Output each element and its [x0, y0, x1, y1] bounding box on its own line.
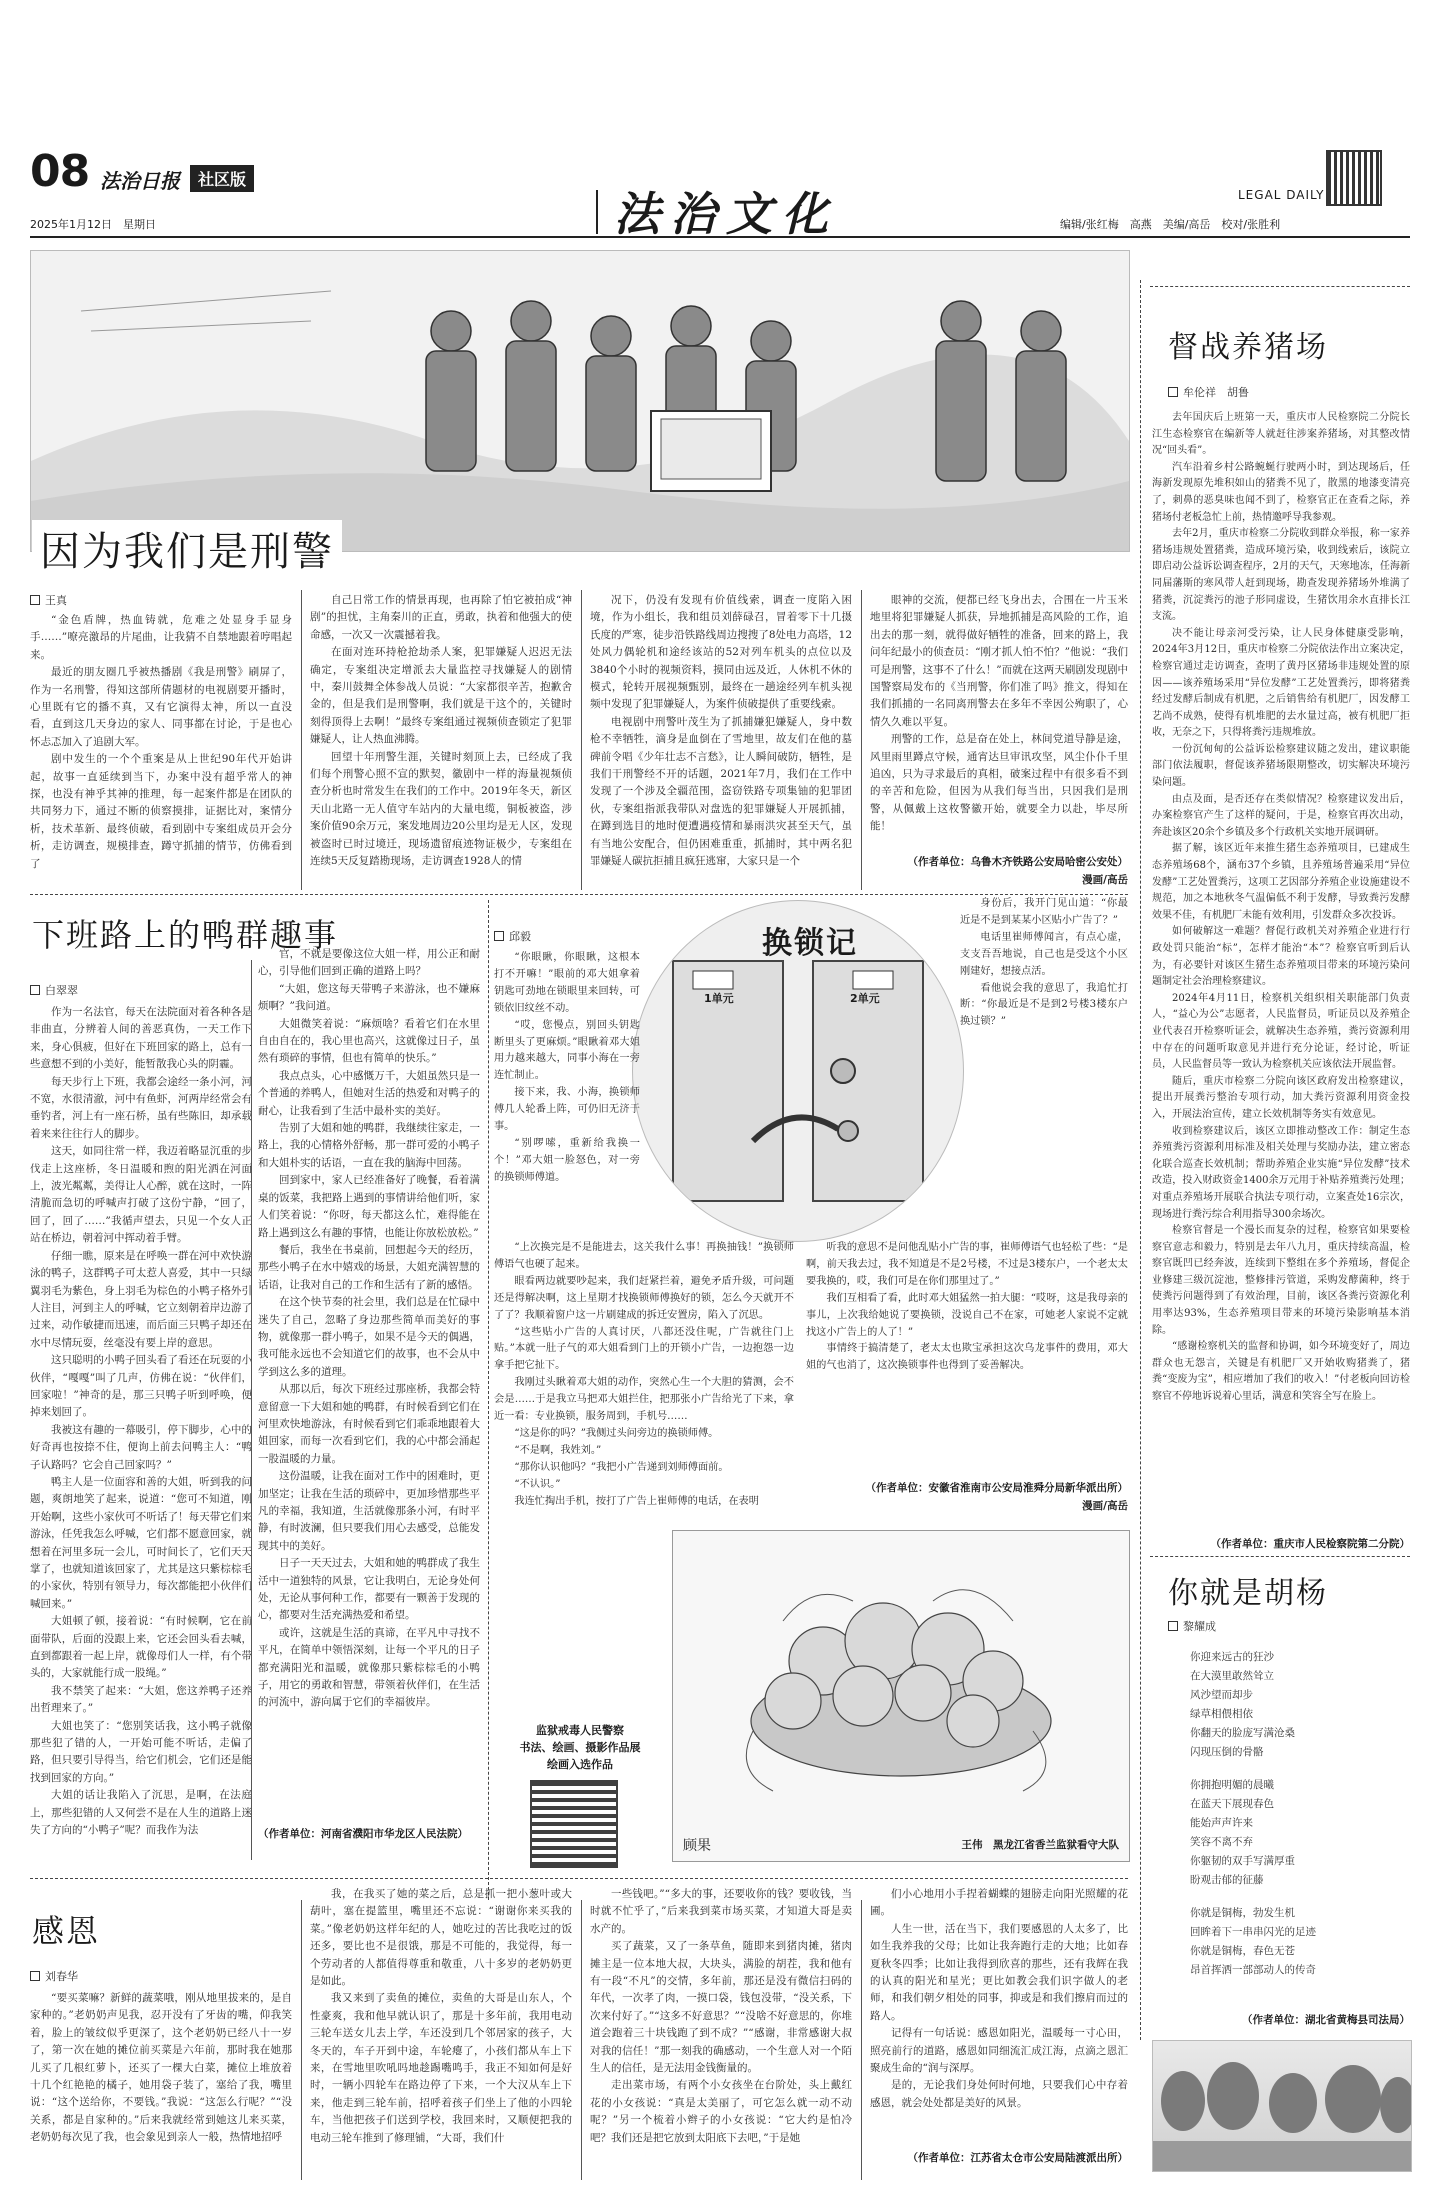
poem-line: 回眸着下一串串闪光的足迹 [1190, 1926, 1316, 1938]
article2-paragraph: 大姐的话让我陷入了沉思，是啊，在法庭上，那些犯错的人又何尝不是在人生的道路上迷失了方向的“小鸭子”呢？而我作为法 [30, 1789, 252, 1837]
article2-paragraph: 我点点头，心中感慨万千，大姐虽然只是一个普通的养鸭人，但她对生活的热爱和对鸭子的耐心，让我看到了生活中最朴实的美好。 [258, 1069, 480, 1117]
article2-paragraph: 我被这有趣的一幕吸引，停下脚步，心中的好奇再也按捺不住，便询上前去问鸭主人：“鸭子认路吗？它会自己回家吗？” [30, 1423, 252, 1471]
article6-col-rule-3 [861, 1900, 862, 2180]
editors-line: 编辑/张红梅 高燕 美编/高岳 校对/张胜利 [1060, 218, 1281, 231]
poem-line: 你拥抱明媚的晨曦 [1190, 1779, 1274, 1791]
article4-title: 督战养猪场 [1168, 330, 1328, 365]
section-title-bracket-left [596, 190, 598, 234]
contest-qr-code [530, 1780, 618, 1868]
article2-right-dash [488, 900, 489, 1900]
edition-badge: 社区版 [190, 165, 254, 192]
article6-paragraph: 一些钱吧。”“多大的事，还要收你的钱？要收钱，当时就不忙乎了，”后来我到菜市场买菜，才知道大哥是卖水产的。 [590, 1888, 852, 1935]
article3-paragraph: 我连忙掏出手机，按打了广告上崔师傅的电话，在表明 [514, 1495, 759, 1507]
article5-poem [1190, 1648, 1400, 1980]
poem-line: 你就是铜梅，春色无苍 [1190, 1945, 1295, 1957]
article1-col4 [870, 592, 1128, 836]
poplar-trees-drawing [1153, 2041, 1411, 2171]
article4-paragraph: 随后，重庆市检察二分院向该区政府发出检察建议，提出开展粪污整治专项行动，加大粪污资源利用资金投入，开展法治宣传，建立长效机制等务实有效意见。 [1152, 1075, 1410, 1120]
qr-code [1326, 150, 1382, 206]
article2-unit: （作者单位：河南省濮阳市华龙区人民法院） [258, 1828, 468, 1840]
article3-paragraph: “那你认识他吗？”我把小广告递到刘师傅面前。 [514, 1461, 729, 1473]
article2-paragraph: 告别了大姐和她的鸭群，我继续往家走，一路上，我的心情格外舒畅，那一群可爱的小鸭子和大姐朴实的话语，一直在我的脑海中回荡。 [258, 1122, 480, 1169]
article1-paragraph: 自己日常工作的情景再现，也再除了怕它被拍成“神剧”的担忧，主角秦川的正直，勇敢，执着和他强大的使命感，一次又一次震撼着我。 [310, 594, 572, 641]
article6-col-rule-2 [581, 1900, 582, 2180]
article1-title: 因为我们是刑警 [32, 520, 342, 577]
article4-paragraph: 由点及面，是否还存在类似情况？检察建议发出后，办案检察官产生了这样的疑问，于是，检察官再次出动，奔赴该区20余个乡镇及多个行政机关实地开展调研。 [1152, 793, 1410, 838]
article6-paragraph: 人生一世，活在当下，我们要感恩的人太多了，比如生我养我的父母；比如让我奔跑行走的大地；比如春夏秋冬四季；比如让我得到欣喜的那些，还有我辉在我的认真的阳光和星光；更比如教会我们识字做人的老师，和我们朝夕相处的同事，抑或是和我们擦肩而过的路人。 [870, 1922, 1128, 2022]
contest-label-line3: 绘画入选作品 [547, 1758, 613, 1771]
contest-label-line1: 监狱戒毒人民警察 [536, 1724, 624, 1737]
article2-col2 [258, 946, 480, 1712]
article1-paragraph: “金色盾牌，热血铸就，危难之处显身手显身手……”嘹亮激昂的片尾曲，让我猜不自禁地跟着哼唱起来。 [30, 614, 292, 661]
article5-title: 你就是胡杨 [1168, 1576, 1328, 1611]
article2-col1 [30, 1004, 252, 1840]
poem-line: 你迎来远古的狂沙 [1190, 1651, 1274, 1663]
article1-col2 [310, 592, 572, 871]
article3-paragraph: 眼看两边就要吵起来，我们赶紧拦着，避免矛盾升级，可问题还是得解决啊，这上星期才找换锁师傅换好的锁，怎么今天就开不了了？我顺着窗户这一片刷建成的拆迁安置房，陷入了沉思。 [494, 1275, 794, 1321]
weekday-text: 星期日 [123, 218, 156, 231]
article1-paragraph: 刑警的工作，总是奋在处上，林间党道导静是途，风里雨里蹲点守候，通宵达旦审讯攻坚，风尘仆仆千里追凶，只为寻求最后的真相，破案过程中有很多看不到的辛苦和危险，但因为从我们每当出，只因我们是刑警，从佩戴上这枚警徽开始，就要全力以赴，毕尽所能！ [870, 733, 1128, 833]
article5-author: 黎耀成 [1168, 1618, 1216, 1634]
contest-label-line2: 书法、绘画、摄影作品展 [519, 1741, 641, 1754]
article1-paragraph: 电视剧中刑警叶茂生为了抓捕嫌犯嫌疑人，身中数枪不幸牺牲，滴身是血倒在了雪地里，故友们在他的墓碑前令唱《少年壮志不言愁》，让人瞬间破防，牺牲，是我们干刑警经不开的话题，2021年7月，我们在工作中发现了一个涉及全疆范围，盗窃铁路专项集铀的犯罪团伙，专案组指派我带队对盘选的犯罪嫌疑人开展抓捕，在蹲到选目的地时便遭遇疫情和暴雨洪灾甚至天气，虽有当地公安配合，但仍困难重重，抓捕时，其中两名犯罪嫌疑人碳抗拒捕且疯狂逃窜，大家只是一个 [590, 715, 852, 868]
article4-body [1152, 410, 1410, 1406]
article6-paragraph: 是的，无论我们身处何时何地，只要我们心中存着感恩，就会处处都是美好的风景。 [870, 2079, 1128, 2109]
article3-paragraph: “上次换完是不是能进去，这关我什么事！再换抽钱！”换锁师傅语气也硬了起来。 [494, 1242, 794, 1270]
article4-paragraph: “感谢检察机关的监督和协调，如今环境变好了，周边群众也无怨言，关键是有机肥厂又开始收购猪粪了，猪粪“变废为宝”，相应增加了我们的收入！”付老板向回访检察官不停地诉说着心里话，满意和笑容全写在脸上。 [1152, 1341, 1410, 1403]
poem-line: 你躯韧的双手写满厚重 [1190, 1855, 1295, 1867]
article2-paragraph: 大姐也笑了：“您别笑话我，这小鸭子就像那些犯了错的人，一开始可能不听话，走偏了路，但只要引导得当，给它们机会，它们还是能找到回家的方向。” [30, 1719, 252, 1784]
police-team-drawing [31, 251, 1129, 551]
article4-paragraph: 汽车沿着乡村公路蜿蜒行驶两小时，到达现场后，任海新发现原先堆积如山的猪粪不见了，散黑的地漆变清亮了，刺鼻的恶臭味也闻不到了，检察官正在查看之际，养猪场付老板急忙上前，热情邀呼导我参观。 [1152, 461, 1410, 523]
article4-paragraph: 检察官督是一个漫长而复杂的过程，检察官如果要检察官意志和毅力，特别是去年八九月，重庆持续高温，检察官既凹已经奔波，连续到下整组在多个养殖场，督促企业修建三级沉淀池，整修排污管道，采购发酵菌种，终于使粪污问题得到了有效治理，目前，该区各粪污资源化利用率达93%，生态养殖项目带来的环境污染影响基本消除。 [1152, 1225, 1410, 1336]
article4-author: 牟伦祥 胡鲁 [1168, 384, 1249, 400]
article6-paragraph: 们小心地用小手捏着蝴蝶的翅膀走向阳光照耀的花圃。 [870, 1888, 1128, 1918]
poplar-photo [1152, 2040, 1412, 2172]
article3-paragraph: “不认识。” [514, 1478, 561, 1490]
article1-col-rule-3 [861, 590, 862, 890]
article3-paragraph: “不是啊，我姓刘。” [514, 1444, 602, 1456]
contest-label [498, 1722, 662, 1773]
article4-paragraph: 2024年4月11日，检察机关组织相关职能部门负责人，“益心为公”志愿者，人民监督员，听证员以及养殖企业代表召开检察听证会，就解决生态养殖，粪污资源利用中存在的问题听取意见并进行充分论证，经讨论，听证员，人民监督员等一致认为检察机关应该依法开展监督。 [1152, 992, 1410, 1071]
article4-paragraph: 据了解，该区近年来推生猪生态养殖项目，已建成生态养殖场68个，涵布37个乡镇，且养殖场普遍采用“异位发酵”工艺处置粪污，这项工艺因部分养殖企业设施建设不规范，加之本地秋冬气温偏低不利于发酵，导致粪污发酵效果不佳，有机肥厂未能有效利用，引发群众多次投诉。 [1152, 843, 1410, 921]
article1-paragraph: 况下，仍没有发现有价值线索，调查一度陷入困境，作为小组长，我和组员刘薛碌召，冒着零下十几摄氏度的严寒，徒步沿铁路线周边搜搜了8处电力高塔，12处风力偶轮机和途经该站的52对列车机头的点位以及3840个小时的视频资料，摸同由远及近，人休机不休的模式，轮转开展视频甄别，最终在一趟途经列车机头视频中发现了犯罪嫌疑人，为案件侦破提供了重要线索。 [590, 594, 852, 711]
masthead-rule [30, 236, 1410, 238]
article2-paragraph: 作为一名法官，每天在法院面对着各种各是非曲直，分辨着人间的善恶真伪，一天工作下来，身心俱疲，但好在下班回家的路上，总有一些意想不到的小美好，能暂散我心头的阴霾。 [30, 1006, 252, 1071]
article3-paragraph: 我们互相看了看，此时邓大姐猛然一拍大腿：“哎呀，这是我母亲的事儿，上次我给她说了要换锁，没说自己不在家，可她老人家说不定就找这小广告上的人了！” [806, 1292, 1128, 1338]
poem-line: 你翻天的脸庞写满沧桑 [1190, 1727, 1295, 1739]
article3-col2 [960, 896, 1128, 1031]
article4-paragraph: 去年2月，重庆市检察二分院收到群众举报，称一家养猪场违规处置猪粪，造成环境污染，收到线索后，该院立即启动公益诉讼调查程序，2月的天气，天寒地冻，任海新同届藩斯的寒风带人赶到现场，勘查发现养猪场外堆满了猪粪，沉淀粪污的池子形同虚设，生猪饮用余水直排长江支流。 [1152, 528, 1410, 623]
article3-col1 [494, 950, 640, 1187]
art-artist-info: 王伟 黑龙江省香兰监狱看守大队 [961, 1839, 1119, 1851]
section-title: 法治文化 [614, 187, 838, 241]
poem-line: 在蓝天下展现春色 [1190, 1798, 1274, 1810]
article6-col3 [590, 1886, 852, 2147]
article2-paragraph: 回到家中，家人已经准备好了晚餐，看着满桌的饭菜，我把路上遇到的事情讲给他们听，家人们笑着说：“你呀，每天都这么忙，难得能在路上遇到这么有趣的事情，也能让你放松放松。” [258, 1174, 480, 1239]
article6-paragraph: 我，在我买了她的菜之后，总是抓一把小葱叶或大葫叶，塞在提篮里，嘴里还不忘说：“谢谢你来买我的菜。”像老奶奶这样年纪的人，她吃过的苦比我吃过的饭还多，要比也不是很饿，那是不可能的，我觉得，每一个劳动者的人都值得尊重和敬重，八十多岁的老奶奶更是如此。 [310, 1888, 572, 1988]
article3-paragraph: 接下来，我、小海，换锁师傅几人轮番上阵，可仍旧无济于事。 [494, 1087, 640, 1133]
article4-paragraph: 收到检察建议后，该区立即推动整改工作：制定生态养殖粪污资源利用标准及相关处理与奖励办法，建立密态化联合巡查长效机制；帮助养殖企业实施“异位发酵”技术改造，投入财政资金1400余万元用于补贴养殖粪污处理；对重点养殖场开展联合执法专项行动，立案查处16宗次，现场进行粪污综合利用指导300余场次。 [1152, 1125, 1410, 1220]
article3-unit: （作者单位：安徽省淮南市公安局淮舜分局新华派出所） [865, 1482, 1128, 1494]
article3-paragraph: “哎，您慢点，别回头钥匙断里头了更麻烦。”眼瞅着邓大姐用力越来越大，同事小海在一旁连忙制止。 [494, 1019, 640, 1082]
article3-paragraph: “你眼瞅，你眼瞅，这根本打不开嘛！”眼前的邓大姐拿着钥匙可劲地在锁眼里来回转，可锁依旧纹丝不动。 [494, 952, 640, 1014]
article3-paragraph: “这是你的吗？”我侧过头问旁边的换锁师傅。 [514, 1427, 719, 1439]
poem-line: 盼观击郁的征藤 [1190, 1874, 1264, 1886]
article2-paragraph: 在这个快节奏的社会里，我们总是在忙碌中迷失了自己，忽略了身边那些简单而美好的事物，就像那一群小鸭子，如果不是今天的偶遇，我可能永远也不会知道它们的故事，也不会从中学到这么多的道理。 [258, 1296, 480, 1378]
page-number: 08 [30, 146, 90, 197]
fruit-basket-painting [673, 1531, 1129, 1831]
article3-author: 邱毅 [494, 928, 531, 944]
poem-line: 你就是铜梅，勃发生机 [1190, 1907, 1295, 1919]
article3-caption-unit1: 1单元 [704, 992, 734, 1005]
article6-top-dash [30, 1878, 1128, 1879]
poem-line: 绿草相偎相依 [1190, 1708, 1253, 1720]
article3-paragraph: 听我的意思不是问他乱贴小广告的事，崔师傅语气也轻松了些：“是啊，前天我去过，我不知道是不是2号楼，不过是3楼东户，一个老太太要我换的，哎，我们可是在你们那里过了。” [806, 1242, 1128, 1287]
police-illustration [30, 250, 1130, 552]
article1-col-rule-1 [301, 590, 302, 890]
article3-paragraph: 我刚过头瞅着邓大姐的动作，突然心生一个大胆的猜测，会不会是……于是我立马把邓大姐拦住，把那张小广告给光了下来，拿近一看：专业换锁，服务周到，手机号…… [494, 1377, 794, 1423]
article6-paragraph: 买了蔬菜，又了一条草鱼，随即来到猪肉摊，猪肉摊主是一位本地大叔，大块头，满脸的胡茬，我和他有有一段“不凡”的交情，多年前，那还是没有微信扫码的年代，一次孝了肉，一摸口袋，钱包没带，“没关系，下次来付好了。”“这多不好意思？”“没啥不好意思的，你堆道会跑着三十块钱跑了到不成？”“感谢，非常感谢大叔对我的信任！”那一刻我的确感动，一个生意人对一个陌生人的信任，是无法用金钱衡量的。 [590, 1940, 852, 2075]
poem-line: 笑容不离不弃 [1190, 1836, 1253, 1848]
art-panel [672, 1530, 1130, 1862]
article1-unit: （作者单位：乌鲁木齐铁路公安局哈密公安处） [907, 856, 1128, 868]
article2-title: 下班路上的鸭群趣事 [32, 916, 339, 954]
article2-author: 白翠翠 [30, 982, 78, 998]
article2-paragraph: 官，不就是要像这位大姐一样，用公正和耐心，引导他们回到正确的道路上吗？ [258, 948, 480, 978]
article3-illustrator: 漫画/高岳 [1082, 1500, 1128, 1512]
article1-paragraph: 最近的朋友圈几乎被热播剧《我是刑警》刷屏了，作为一名刑警，得知这部所倩题材的电视剧要开播时，心里既有它的播不真，又有它演得太神，所以一直没看，直到这几天身边的家人、同事都在讨论，于是也心怀忐忑加入了追剧大军。 [30, 666, 292, 748]
article3-col2-lower [806, 1240, 1128, 1375]
article6-author: 刘春华 [30, 1968, 78, 1984]
article3-paragraph: 电话里崔师傅闻言，有点心虚，支支吾吾地说，自己也是受这个小区刚建好，想接点活。 [960, 931, 1128, 977]
article6-paragraph: 记得有一句话说：感恩如阳光，温暖每一寸心田，照亮前行的道路，感恩如同细流汇成江海，点滴之恩汇聚成生命的“润与深厚。 [870, 2027, 1128, 2075]
article1-col-rule-2 [581, 590, 582, 890]
article6-col-rule-1 [301, 1900, 302, 2180]
article1-paragraph: 回望十年刑警生涯，关键时刻顶上去，已经成了我们每个刑警心照不宣的默契，徽剧中一样的海量视频侦查分析也时常发生在我们的工作中。2019年冬天，新区天山北路一无人值守车站内的大量电缆，铜板被盗，涉案价值90余万元，案发地周边20公里均是无人区，发现被盗时已时过境迁，现场遗留痕迹物证极少，专案组在连续5天反复踏勘现场，走访调查1928人的情 [310, 750, 572, 868]
article2-paragraph: 餐后，我坐在书桌前，回想起今天的经历，那些小鸭子在水中嬉戏的场景，大姐充满智慧的话语，让我对自己的工作和生活有了新的感悟。 [258, 1243, 480, 1291]
poem-line: 能始声声许来 [1190, 1817, 1253, 1829]
article3-paragraph: 看他说会我的意思了，我追忙打断：“你最近是不是到2号楼3楼东户换过锁？” [960, 982, 1128, 1028]
art-title: 顾果 [683, 1838, 711, 1854]
issue-date [30, 216, 156, 232]
article1-paragraph: 剧中发生的一个个重案是从上世纪90年代开始讲起，故事一直延续到当下，办案中没有超乎常人的神探，也没有神乎其神的推理，每一起案件都是在团队的共同努力下，通过不断的侦察摸排，证据比对，案情分析，技术革新、最终侦破，看到剧中专案组成员开会分析，走访调查，规模排查，蹲守抓捕的情节，仿佛看到了 [30, 753, 292, 870]
article1-bottom-dash [30, 894, 1128, 895]
article3-paragraph: 身份后，我开门见山道：“你最近是不是到某某小区贴小广告了？” [960, 898, 1128, 926]
article3-col1-lower [494, 1240, 794, 1511]
article3-paragraph: 事情终于搞清楚了，老太太也欺宝承担这次乌龙事件的费用，邓大姐的气也消了，这次换锁事件也得到了妥善解决。 [806, 1343, 1128, 1372]
article1-author: 王真 [30, 592, 67, 608]
article4-unit: （作者单位：重庆市人民检察院第二分院） [1210, 1538, 1410, 1550]
poem-line: 在大漠里敢然耸立 [1190, 1670, 1274, 1682]
article2-paragraph: 这只聪明的小鸭子回头看了看还在玩耍的小伙伴，“嘎嘎”叫了几声，仿佛在说：“伙伴们，回家啦！”神奇的是，那三只鸭子听到呼唤，便掉来划回了。 [30, 1354, 252, 1419]
date-text: 2025年1月12日 [30, 218, 112, 231]
section-en: LEGAL DAILY [1238, 188, 1325, 202]
article6-col1 [30, 1990, 292, 2147]
article2-paragraph: 我不禁笑了起来：“大姐，您这养鸭子还养出哲理来了。” [30, 1684, 252, 1715]
article2-paragraph: 大姐顿了顿，接着说：“有时候啊，它在前面带队，后面的没跟上来，它还会回头看去喊，直到都跟着一起上岸，就像母们人一样，有个带头的，大家就能行成一股绳。” [30, 1615, 252, 1680]
article4-paragraph: 如何破解这一难题？督促行政机关对养殖企业进行行政处罚只能治“标”，怎样才能治“本”？检察官听到后认为，有必要针对该区生猪生态养殖项目带来的环境污染问题制定社会治理检察建议。 [1152, 926, 1410, 988]
article6-paragraph: “要买菜嘛？新鲜的蔬菜哦，刚从地里拔来的，是自家种的。”老奶奶声见我，忍开没有了牙齿的嘴，仰我笑着，脸上的皱纹似乎更深了，这个老奶奶已经八十一岁了，第一次在她的摊位前买菜是六年前，那时我在她那儿买了几根红萝卜，还买了一棵大白菜，摊位上堆放着十几个红艳艳的橘子，她用袋子装了，塞给了我，嘴里说：“这个送给你，不要钱。”我说：“这怎么行呢？”“没关系，都是自家种的。”后来我就经常到她这儿来买菜，老奶奶每次见了我，也会象见到亲人一般，热情地招呼 [30, 1992, 292, 2144]
article1-paragraph: 在面对连环持枪抢劫杀人案，犯罪嫌疑人迟迟无法确定，专案组决定增派去大量监控寻找嫌疑人的剧情中，秦川鼓舞全体参战人员说：“大家都很辛苦，抱歉舍金的，但是我们是刑警啊，我们就是干这个的，关键时刻得顶得上去啊！”最终专案组通过视频侦查锁定了犯罪嫌疑人，让人热血沸腾。 [310, 646, 572, 746]
right-column-dash [1140, 280, 1141, 2040]
article1-illustrator: 漫画/高岳 [1082, 874, 1128, 886]
article1-col1 [30, 612, 292, 873]
article4-paragraph: 一份沉甸甸的公益诉讼检察建议随之发出，建议职能部门依法履职，督促该养猪场限期整改，切实解决环境污染问题。 [1152, 743, 1410, 789]
article2-paragraph: 从那以后，每次下班经过那座桥，我都会特意留意一下大姐和她的鸭群，有时候看到它们在河里欢快地游泳，有时候看到它们乖乖地跟着大姐回家，而每一次看到它们，我的心中都会涌起一股温暖的力量。 [258, 1383, 480, 1465]
article6-paragraph: 我又来到了卖鱼的摊位，卖鱼的大哥是山东人，个性豪爽，我和他早就认识了，那是十多年前，我用电动三轮车送女儿去上学，车还没到几个邻居家的孩子，大冬天的，车子开到中途，车轮瘪了，小孩们都从车上下来，在雪地里吹吼吗地趁踢嘴鸣手，我正不知如何是好时，一辆小四轮车在路边停了下来，一个大汉从车上下来，他走到三轮车前，招呼着孩子们坐上了他的小四轮车，当他把孩子们送到学校，我回来时，又顺便把我的电动三轮车推到了修理铺，“大哥，我们什 [310, 1992, 572, 2144]
article3-title: 换锁记 [762, 926, 858, 961]
article4-paragraph: 决不能让母亲河受污染，让人民身体健康受影响，2024年3月12日，重庆市检察二分院依法作出立案决定，检察官通过走访调查，查明了黄丹区猪场非违规处置的原因——该养殖场采用“异位发酵”工艺处置粪污，即将猪粪经过发酵后制成有机肥，之后销售给有机肥厂，因发酵工艺尚不成熟，使得有机堆肥的去水量过高，被有机肥厂拒收，无奈之下，只得将粪污违规堆放。 [1152, 627, 1410, 739]
article5-unit: （作者单位：湖北省黄梅县司法局） [1242, 2014, 1410, 2026]
article2-paragraph: 每天步行上下班，我都会途经一条小河，河不宽，水很清澈，河中有鱼虾，河两岸经常会有垂钓者，河上有一座石桥，虽有些陈旧，却承载着来来往往行人的脚步。 [30, 1075, 252, 1140]
article2-paragraph: 或许，这就是生活的真谛，在平凡中寻找不平凡，在简单中领悟深刻，让每一个平凡的日子都充满阳光和温暖，就像那只紫棕棕毛的小鸭子，用它的勇敢和智慧，带领着伙伴们，在生活的河流中，游向属于它们的幸福彼岸。 [258, 1626, 480, 1709]
poem-line: 闪现压倒的骨骼 [1190, 1746, 1264, 1758]
article3-paragraph: “别啰嗦，重新给我换一个！”邓大姐一脸怒色，对一旁的换锁师傅道。 [494, 1137, 640, 1183]
article2-col-rule [251, 960, 252, 1860]
article3-paragraph: “这些贴小广告的人真讨厌，八都还没住呢，广告就往门上贴。”本就一肚子气的邓大姐看到门上的开锁小广告，一边抱怨一边拿手把它扯下。 [494, 1326, 794, 1372]
article4-box-top [1150, 286, 1410, 287]
article2-paragraph: 这份温暖，让我在面对工作中的困难时，更加坚定；让我在生活的琐碎中，更加珍惜那些平凡的幸福，我知道，生活就像那条小河，有时平静，有时波澜，但只要我们用心去感受，总能发现其中的美好。 [258, 1470, 480, 1552]
article6-col2 [310, 1886, 572, 2147]
article2-paragraph: “大姐，您这每天带鸭子来游泳，也不嫌麻烦啊？”我问道。 [258, 982, 480, 1013]
paper-name: 法治日报 [100, 169, 180, 193]
article6-unit: （作者单位：江苏省太仓市公安局陆渡派出所） [907, 2152, 1128, 2164]
article1-paragraph: 眼神的交流，便都已经飞身出去，合围在一片玉米地里将犯罪嫌疑人抓获，异地抓捕是高风险的工作，追出去的那一刻，就得做好牺牲的准备，回来的路上，我问年纪最小的侦查员：“刚才抓人怕不怕？”他说：“我们可是刑警，这事不了什么！”而就在这两天刷剧发现剧中国警察局发布的《当刑警，你们准了吗》推文，得知在我们抓捕的一名同离刑警去在多年不幸因公殉职了，心情久久难以平复。 [870, 594, 1128, 728]
article1-col3 [590, 592, 852, 871]
article2-paragraph: 这天，如同往常一样，我迈着略显沉重的步伐走上这座桥，冬日温暖和煦的阳光洒在河面上，波光粼粼，美得让人心醉，就在这时，一阵清脆而急切的呼喊声打破了这份宁静，“回了，回了，回了……”我循声望去，只见一个女人正站在桥边，朝着河中挥动着手臂。 [30, 1145, 252, 1245]
article2-paragraph: 鸭主人是一位面容和善的大姐，听到我的问题，爽朗地笑了起来，说道：“您可不知道，刚开始啊，这些小家伙可不听话了！每天带它们来游泳，任凭我怎么呼喊，它们都不愿意回家，就想着在河里多玩一会儿，可时间长了，它们天天掌了，也就知道该回家了，尤其是这只紫棕棕毛的小家伙，特别有领导力，每次都能把小伙伴们喊回来。” [30, 1475, 252, 1610]
article6-col4 [870, 1886, 1128, 2112]
article4-bottom-dash [1150, 1556, 1410, 1557]
article6-title: 感恩 [32, 1912, 101, 1950]
article4-paragraph: 去年国庆后上班第一天，重庆市人民检察院二分院长江生态检察官在编新等人就赶往涉案养猪场，对其整改情况“回头看”。 [1152, 412, 1410, 457]
article3-caption-unit2: 2单元 [850, 992, 880, 1005]
stanza-gap [1190, 1890, 1400, 1904]
poem-line: 昂首挥洒一部部动人的传奇 [1190, 1964, 1316, 1976]
article2-paragraph: 日子一天天过去，大姐和她的鸭群成了我生活中一道独特的风景，它让我明白，无论身处何处，无论从事何种工作，都要有一颗善于发现的心，都要对生活充满热爱和希望。 [258, 1557, 480, 1622]
article2-paragraph: 仔细一瞧，原来是在呼唤一群在河中欢快游泳的鸭子，这群鸭子可太惹人喜爱，其中一只绿翼羽毛为紫色，身上羽毛为棕色的小鸭子格外引人注目，河到主人的呼喊，它立刻朝着岸边游了过来，动作敏捷而迅速，而后面三只鸭子却还在水中尽情玩耍，丝毫没有要上岸的意思。 [30, 1249, 252, 1349]
poem-line: 风沙望而却步 [1190, 1689, 1253, 1701]
article2-paragraph: 大姐微笑着说：“麻烦啥？看着它们在水里自由自在的，我心里也高兴，这就像过日子，虽然有琐碎的事情，但也有简单的快乐。” [258, 1017, 480, 1065]
article6-paragraph: 走出菜市场，有两个小女孩坐在台阶处，头上戴红花的小女孩说：“真是太美丽了，可它怎么就一动不动呢？”另一个梳着小辫子的小女孩说：“它大约是怕冷吧？我们还是把它放到太阳底下去吧，”于是她 [590, 2079, 852, 2144]
stanza-gap [1190, 1762, 1400, 1776]
